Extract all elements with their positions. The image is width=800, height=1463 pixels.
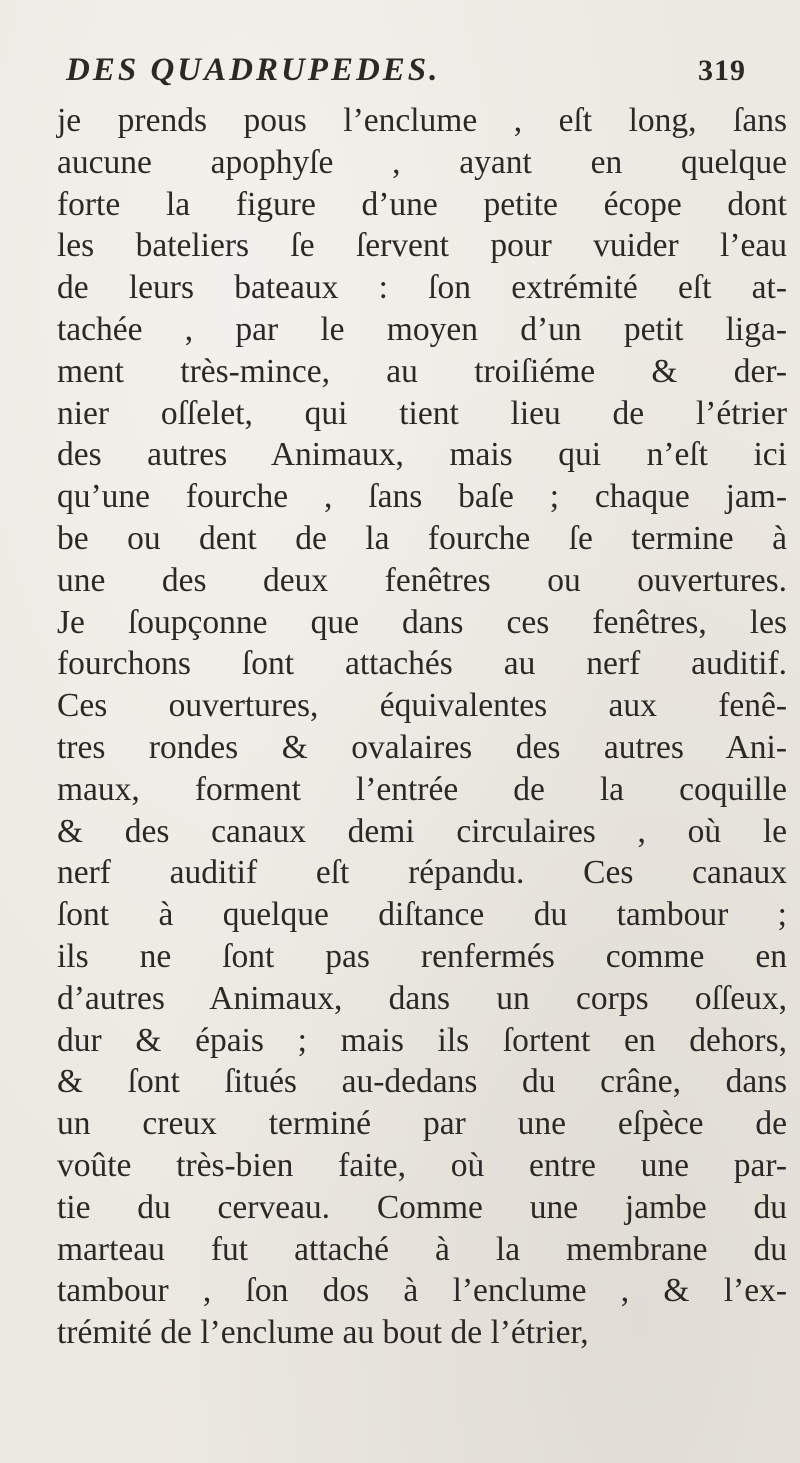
text-line: nier oſſelet, qui tient lieu de l’étrier — [57, 394, 787, 432]
text-line: voûte très-bien faite, où entre une par- — [57, 1146, 787, 1184]
text-line: trémité de l’enclume au bout de l’étrier, — [57, 1314, 589, 1352]
text-line: & ſont ſitués au-dedans du crâne, dans — [57, 1063, 787, 1101]
text-line: nerf auditif eſt répandu. Ces canaux — [57, 854, 787, 892]
text-line: Je ſoupçonne que dans ces fenêtres, les — [57, 603, 787, 641]
text-line: forte la figure d’une petite écope dont — [57, 185, 787, 223]
text-line: fourchons ſont attachés au nerf auditif. — [57, 645, 787, 683]
text-line: d’autres Animaux, dans un corps oſſeux, — [57, 979, 787, 1017]
text-line: dur & épais ; mais ils ſortent en dehors, — [57, 1021, 787, 1059]
page-number: 319 — [698, 54, 746, 87]
text-line: aucune apophyſe , ayant en quelque — [57, 143, 787, 181]
text-line: qu’une fourche , ſans baſe ; chaque jam- — [57, 478, 787, 516]
text-line: marteau fut attaché à la membrane du — [57, 1230, 787, 1268]
text-line: de leurs bateaux : ſon extrémité eſt at- — [57, 269, 787, 307]
text-line: be ou dent de la fourche ſe termine à — [57, 519, 787, 557]
running-head-title: DES QUADRUPEDES. — [66, 52, 441, 88]
text-line: tie du cerveau. Comme une jambe du — [57, 1188, 787, 1226]
text-line: ment très-mince, au troiſiéme & der- — [57, 352, 787, 390]
text-line: ſont à quelque diſtance du tambour ; — [57, 896, 787, 934]
text-line: tachée , par le moyen d’un petit liga- — [57, 310, 787, 348]
text-line: ils ne ſont pas renfermés comme en — [57, 937, 787, 975]
text-line: les bateliers ſe ſervent pour vuider l’eau — [57, 227, 787, 265]
text-line: tambour , ſon dos à l’enclume , & l’ex- — [57, 1272, 787, 1310]
text-line: je prends pous l’enclume , eſt long, ſans — [57, 102, 787, 139]
body-text — [57, 100, 787, 1354]
running-head — [66, 52, 756, 102]
text-line: des autres Animaux, mais qui n’eſt ici — [57, 436, 787, 474]
text-line: tres rondes & ovalaires des autres Ani- — [57, 728, 787, 766]
text-line: un creux terminé par une eſpèce de — [57, 1105, 787, 1143]
text-line: & des canaux demi circulaires , où le — [57, 812, 787, 850]
text-line: Ces ouvertures, équivalentes aux fenê- — [57, 687, 787, 725]
text-line: maux, forment l’entrée de la coquille — [57, 770, 787, 808]
text-line: une des deux fenêtres ou ouvertures. — [57, 561, 787, 599]
